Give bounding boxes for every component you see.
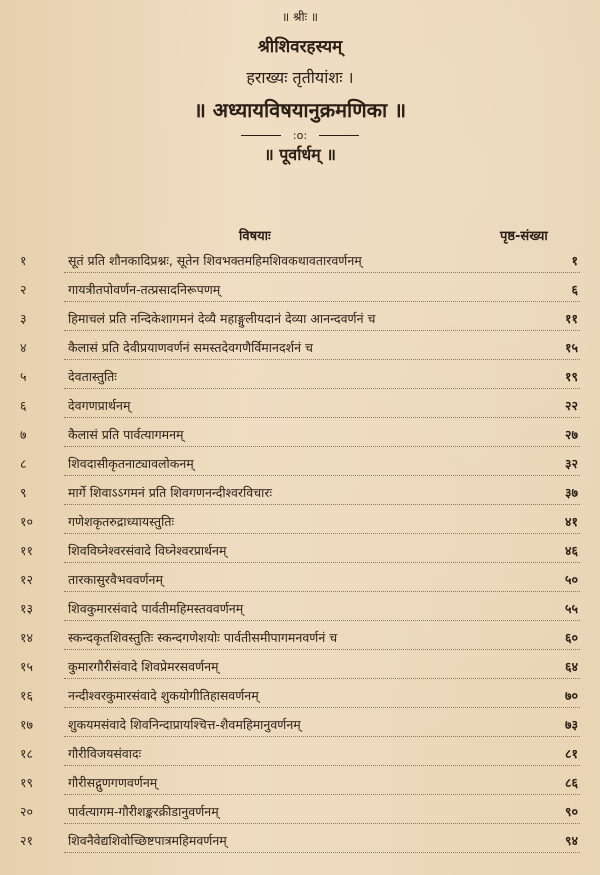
contents-row [0,281,600,307]
row-rule [64,736,580,737]
row-rule [64,475,580,476]
contents-row [0,252,600,278]
row-rule [64,388,580,389]
row-title: कुमारगौरीसंवादे शिवप्रेमरसवर्णनम् [68,659,219,674]
contents-row [0,542,600,568]
main-title: श्रीशिवरहस्यम् [257,37,343,57]
row-number: ११ [20,543,34,558]
row-page: ६० [564,630,578,645]
row-page: ८६ [564,775,578,790]
row-page: ४६ [564,543,578,558]
contents-row [0,310,600,336]
row-rule [64,620,580,621]
column-header-page: पृष्ठ-संख्या [500,229,548,244]
row-page: १५ [564,340,578,355]
row-page: ६ [571,282,578,297]
row-page: ५० [564,572,578,587]
row-rule [64,852,580,853]
row-number: ३ [20,311,27,326]
row-number: ८ [20,456,27,471]
section-title: ॥ अध्यायविषयानुक्रमणिका ॥ [193,98,407,122]
row-page: ३२ [564,456,578,471]
row-page: ३७ [564,485,578,500]
row-rule [64,301,580,302]
row-number: १७ [20,717,34,732]
row-number: १ [20,253,27,268]
row-title: शिवनैवेद्यशिवोच्छिष्टपात्रमहिमवर्णनम् [68,833,227,848]
row-title: गौरीविजयसंवादः [68,746,142,761]
row-rule [64,678,580,679]
contents-row [0,484,600,510]
row-number: ५ [20,369,27,384]
row-number: २ [20,282,27,297]
row-rule [64,359,580,360]
row-number: १४ [20,630,34,645]
contents-row [0,339,600,365]
row-title: पार्वत्यागम-गौरीशङ्करक्रीडानुवर्णनम् [68,804,219,819]
contents-row [0,455,600,481]
row-title: हिमाचलं प्रति नन्दिकेशागमनं देव्यै महाङ्गुलीयदानं देव्या आनन्दवर्णनं च [68,311,376,326]
contents-row [0,803,600,829]
row-title: गायत्रीतपोवर्णन-तत्प्रसादनिरूपणम् [68,282,221,297]
row-number: ९ [20,485,27,500]
contents-row [0,426,600,452]
column-header-subject: विषयाः [239,229,271,244]
divider-mark: :o: [292,129,308,142]
contents-row [0,513,600,539]
row-rule [64,330,580,331]
row-rule [64,649,580,650]
row-title: कैलासं प्रति पार्वत्यागमनम् [68,427,184,442]
row-rule [64,765,580,766]
row-title: मार्गे शिवाऽऽगमनं प्रति शिवगणनन्दीश्वरविचारः [68,485,273,500]
row-page: ४१ [564,514,578,529]
row-title: तारकासुरवैभववर्णनम् [68,572,163,587]
contents-row [0,687,600,713]
contents-row [0,774,600,800]
row-title: देवतास्तुतिः [68,369,117,384]
row-number: ६ [20,398,27,413]
ornamental-divider [0,128,600,142]
row-page: ७० [564,688,578,703]
contents-row [0,745,600,771]
row-title: शिवकुमारसंवादे पार्वतीमहिमस्तववर्णनम् [68,601,244,616]
row-title: सूतं प्रति शौनकादिप्रश्नः, सूतेन शिवभक्तमहिमशिवकथावतारवर्णनम् [68,253,362,268]
contents-row [0,716,600,742]
contents-row [0,600,600,626]
contents-row [0,832,600,858]
row-title: स्कन्दकृतशिवस्तुतिः स्कन्दगणेशयोः पार्वतीसमीपागमनवर्णनं च [68,630,338,645]
row-title: गौरीसद्गुणगणवर्णनम् [68,775,158,790]
row-page: ९० [564,804,578,819]
row-page: ७३ [564,717,578,732]
row-page: ५५ [564,601,578,616]
row-number: १५ [20,659,34,674]
row-number: १६ [20,688,34,703]
row-title: शिवदासीकृतनाट्यावलोकनम् [68,456,194,471]
row-page: ८१ [564,746,578,761]
row-title: नन्दीश्वरकुमारसंवादे शुकयोगीतिहासवर्णनम् [68,688,259,703]
row-number: १८ [20,746,34,761]
row-rule [64,504,580,505]
row-number: १० [20,514,34,529]
subtitle: हराख्यः तृतीयांशः । [246,68,354,87]
row-page: १ [571,253,578,268]
row-number: १२ [20,572,34,587]
row-page: २२ [564,398,578,413]
row-number: १९ [20,775,34,790]
row-title: गणेशकृतरुद्राध्यायस्तुतिः [68,514,174,529]
contents-row [0,397,600,423]
row-rule [64,794,580,795]
row-title: कैलासं प्रति देवीप्रयाणवर्णनं समस्तदेवगणैर्विमानदर्शनं च [68,340,313,355]
divider-line-left [241,135,281,136]
contents-row [0,368,600,394]
row-rule [64,823,580,824]
row-page: ११ [564,311,578,326]
row-number: ७ [20,427,27,442]
row-rule [64,707,580,708]
row-title: शुकयमसंवादे शिवनिन्दाप्रायश्चित्त-शैवमहिमानुवर्णनम् [68,717,301,732]
divider-line-right [319,135,359,136]
row-number: २० [20,804,34,819]
row-number: ४ [20,340,27,355]
row-number: १३ [20,601,34,616]
part-title: ॥ पूर्वार्धम् ॥ [264,145,336,164]
row-rule [64,562,580,563]
contents-row [0,571,600,597]
contents-row [0,629,600,655]
row-rule [64,446,580,447]
row-title: शिवविघ्नेश्वरसंवादे विघ्नेश्वरप्रार्थनम् [68,543,227,558]
row-title: देवगणप्रार्थनम् [68,398,131,413]
row-rule [64,272,580,273]
row-page: ९४ [564,833,578,848]
row-page: १९ [564,369,578,384]
row-rule [64,533,580,534]
row-number: २१ [20,833,34,848]
row-page: २७ [564,427,578,442]
contents-row [0,658,600,684]
row-rule [64,591,580,592]
row-rule [64,417,580,418]
invocation-text: ॥ श्रीः ॥ [281,10,319,24]
row-page: ६४ [564,659,578,674]
